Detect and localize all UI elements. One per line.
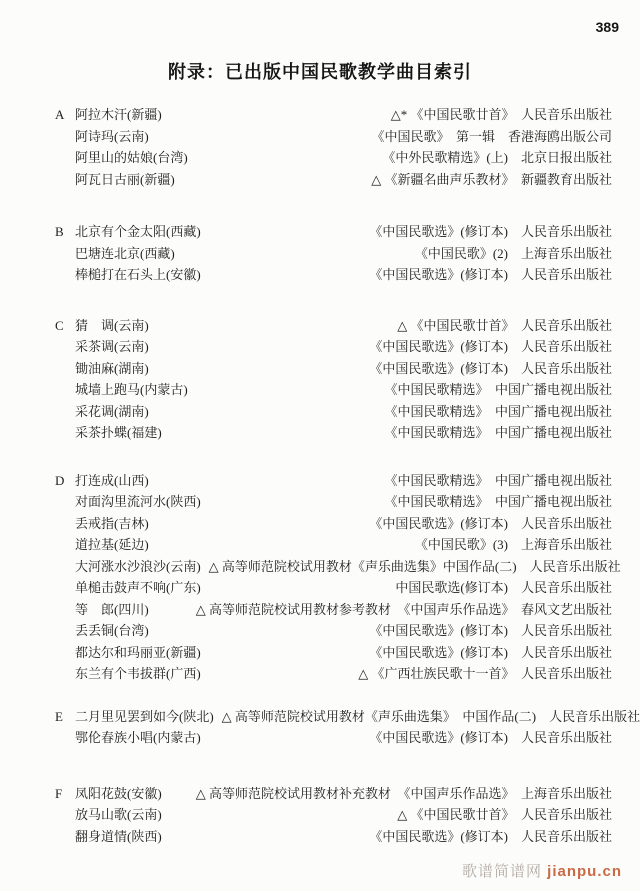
index-row [55, 221, 612, 243]
publication-info: 《中国民歌选》(修订本) 人民音乐出版社 [369, 644, 612, 660]
index-row [55, 358, 612, 380]
index-row [55, 104, 612, 126]
song-title: 大河涨水沙浪沙(云南) [75, 558, 201, 574]
song-title: 阿拉木汗(新疆) [75, 107, 162, 122]
publication-info: △ 《广西壮族民歌十一首》 人民音乐出版社 [358, 666, 612, 681]
publication-info: △* 《中国民歌廿首》 人民音乐出版社 [390, 107, 612, 122]
index-row [55, 264, 612, 286]
song-title: 猜 调(云南) [75, 317, 149, 333]
section-b [55, 221, 612, 286]
song-title: 阿里山的姑娘(台湾) [75, 150, 188, 165]
publication-info: 《中国民歌选》(修订本) 人民音乐出版社 [369, 224, 612, 239]
song-title: 鄂伦春族小唱(内蒙古) [75, 730, 201, 745]
section-d [55, 470, 621, 685]
song-title: 阿瓦日古丽(新疆) [75, 171, 175, 187]
song-title: 都达尔和玛丽亚(新疆) [75, 644, 201, 660]
song-title: 放马山歌(云南) [75, 807, 162, 822]
song-title: 巴塘连北京(西藏) [75, 245, 175, 261]
song-title: 打连成(山西) [75, 472, 149, 488]
publication-info: 《中国民歌选》(修订本) 人民音乐出版社 [369, 730, 612, 745]
publication-info: △ 《新疆名曲声乐教材》 新疆教育出版社 [371, 171, 612, 187]
song-index-list [55, 104, 640, 847]
index-row [55, 315, 612, 337]
publication-info: 《中国民歌》(2) 上海音乐出版社 [414, 245, 612, 261]
publication-info: 《中外民歌精选》(上) 北京日报出版社 [382, 150, 612, 165]
song-title: 东兰有个韦拔群(广西) [75, 666, 201, 681]
index-row [55, 556, 621, 578]
index-row [55, 126, 612, 148]
song-title: 道拉基(延边) [75, 537, 149, 552]
song-title: 北京有个金太阳(西藏) [75, 224, 201, 239]
section-a [55, 104, 612, 190]
section-letter: C [55, 317, 64, 333]
song-title: 丢丢铜(台湾) [75, 623, 149, 638]
song-title: 等 郎(四川) [75, 601, 149, 617]
index-row [55, 620, 612, 642]
publication-info: △ 《中国民歌廿首》 人民音乐出版社 [397, 807, 612, 822]
index-row [55, 491, 612, 513]
index-row [55, 642, 612, 664]
publication-info: △ 《中国民歌廿首》 人民音乐出版社 [397, 317, 612, 333]
index-row [55, 599, 612, 621]
index-row [55, 804, 612, 826]
publication-info: △ 高等师范院校试用教材《声乐曲选集》中国作品(二) 人民音乐出版社 [208, 558, 621, 574]
publication-info: 《中国民歌选》(修订本) 人民音乐出版社 [369, 828, 612, 844]
index-row [55, 706, 640, 728]
publication-info: 《中国民歌选》(修订本) 人民音乐出版社 [369, 267, 612, 282]
index-row [55, 534, 612, 556]
index-row [55, 147, 612, 169]
index-row [55, 470, 612, 492]
index-row [55, 727, 612, 749]
index-row [55, 513, 612, 535]
song-title: 丢戒指(吉林) [75, 515, 149, 531]
section-letter: F [55, 785, 63, 801]
publication-info: 《中国民歌选》(修订本) 人民音乐出版社 [369, 623, 612, 638]
publication-info: △ 高等师范院校试用教材补充教材 《中国声乐作品选》 上海音乐出版社 [195, 785, 612, 801]
index-row [55, 422, 612, 444]
index-row [55, 243, 612, 265]
publication-info: 《中国民歌精选》 中国广播电视出版社 [384, 403, 612, 419]
song-title: 采花调(湖南) [75, 403, 149, 419]
song-title: 采茶扑蝶(福建) [75, 425, 162, 440]
publication-info: 《中国民歌精选》 中国广播电视出版社 [384, 494, 612, 509]
section-e [55, 706, 640, 749]
section-letter: A [55, 107, 65, 122]
publication-info: △ 高等师范院校试用教材《声乐曲选集》 中国作品(二) 人民音乐出版社 [221, 708, 640, 724]
publication-info: 《中国民歌选》(修订本) 人民音乐出版社 [369, 360, 612, 376]
publication-info: 《中国民歌精选》 中国广播电视出版社 [384, 472, 612, 488]
section-letter: B [55, 224, 64, 239]
publication-info: △ 高等师范院校试用教材参考教材 《中国声乐作品选》 春风文艺出版社 [195, 601, 612, 617]
watermark-site-name: 歌谱简谱网 [461, 863, 548, 880]
song-title: 翻身道情(陕西) [75, 828, 162, 844]
index-row [55, 379, 612, 401]
section-f [55, 783, 612, 848]
song-title: 对面沟里流河水(陕西) [75, 494, 201, 509]
section-c [55, 315, 612, 444]
index-row [55, 401, 612, 423]
song-title: 单槌击鼓声不响(广东) [75, 580, 201, 595]
index-row [55, 169, 612, 191]
song-title: 棒槌打在石头上(安徽) [75, 267, 201, 282]
section-letter: D [55, 472, 65, 488]
watermark [462, 860, 622, 881]
index-row [55, 336, 612, 358]
index-row [55, 663, 612, 685]
index-row [55, 826, 612, 848]
song-title: 采茶调(云南) [75, 339, 149, 354]
index-row [55, 783, 612, 805]
publication-info: 《中国民歌精选》 中国广播电视出版社 [384, 382, 612, 397]
page-title: 附录：已出版中国民歌教学曲目索引 [168, 62, 472, 82]
page-number: 389 [595, 19, 619, 35]
watermark-domain: jianpu.cn [547, 863, 622, 880]
song-title: 锄油麻(湖南) [75, 360, 149, 376]
publication-info: 《中国民歌选》(修订本) 人民音乐出版社 [369, 339, 612, 354]
publication-info: 《中国民歌精选》 中国广播电视出版社 [384, 425, 612, 440]
publication-info: 《中国民歌》 第一辑 香港海鸥出版公司 [371, 128, 612, 144]
song-title: 二月里见罢到如今(陕北) [75, 708, 214, 724]
publication-info: 《中国民歌》(3) 上海音乐出版社 [414, 537, 612, 552]
section-letter: E [55, 708, 63, 724]
publication-info: 中国民歌选(修订本) 人民音乐出版社 [395, 580, 612, 595]
publication-info: 《中国民歌选》(修订本) 人民音乐出版社 [369, 515, 612, 531]
song-title: 城墙上跑马(内蒙古) [75, 382, 188, 397]
index-row [55, 577, 612, 599]
song-title: 凤阳花鼓(安徽) [75, 785, 162, 801]
song-title: 阿诗玛(云南) [75, 128, 149, 144]
